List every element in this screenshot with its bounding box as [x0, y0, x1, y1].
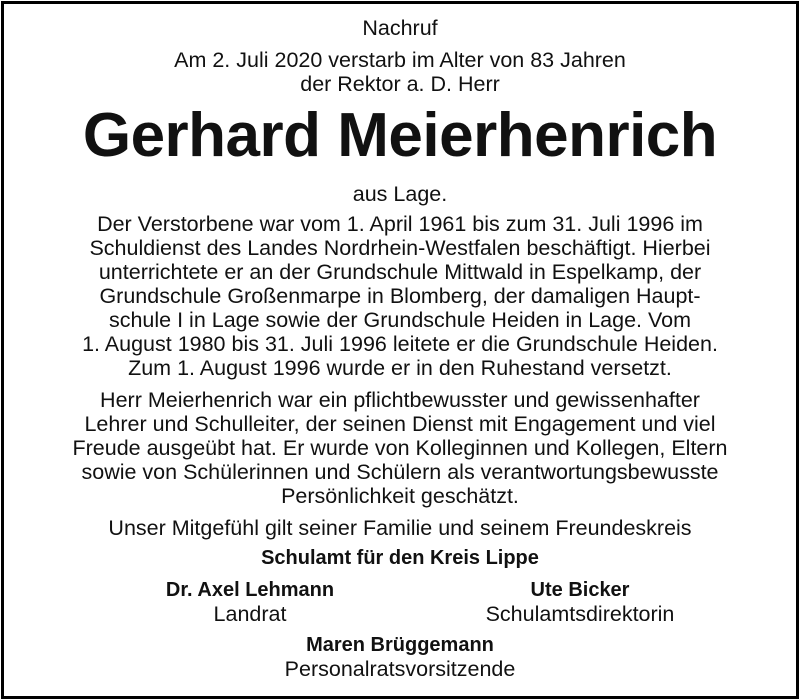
organization-name: Schulamt für den Kreis Lippe	[261, 547, 539, 569]
death-announcement: Am 2. Juli 2020 verstarb im Alter von 83 Jahren	[174, 48, 626, 72]
paragraph-line: unterrichtete er an der Grundschule Mittwald in Espelkamp, der	[98, 260, 702, 284]
deceased-name: Gerhard Meierhenrich	[82, 101, 718, 170]
paragraph-line: schule I in Lage sowie der Grundschule Heiden in Lage. Vom	[108, 308, 692, 332]
paragraph-line: 1. August 1980 bis 31. Juli 1996 leitete er die Grundschule Heiden.	[82, 332, 718, 356]
deceased-title: der Rektor a. D. Herr	[300, 72, 500, 96]
signatory-name: Dr. Axel Lehmann	[165, 579, 335, 601]
signatory-name: Ute Bicker	[530, 579, 630, 601]
condolence-line: Unser Mitgefühl gilt seiner Familie und seinem Freundeskreis	[108, 516, 692, 540]
signatory-role: Landrat	[213, 602, 287, 626]
paragraph-line: Persönlichkeit geschätzt.	[281, 484, 519, 508]
paragraph-line: sowie von Schülerinnen und Schülern als verantwortungsbewusste	[81, 460, 719, 484]
signatory-role: Schulamtsdirektorin	[485, 602, 675, 626]
signatory-center	[0, 633, 800, 681]
signatory-right	[450, 578, 710, 626]
paragraph-line: Herr Meierhenrich war ein pflichtbewusster und gewissenhafter	[100, 388, 700, 412]
paragraph-line: Freude ausgeübt hat. Er wurde von Kolleginnen und Kollegen, Eltern	[72, 436, 728, 460]
paragraph-line: Der Verstorbene war vom 1. April 1961 bis zum 31. Juli 1996 im	[97, 212, 703, 236]
signatory-left	[120, 578, 380, 626]
notice-label: Nachruf	[362, 16, 438, 40]
paragraph-line: Lehrer und Schulleiter, der seinen Dienst mit Engagement und viel	[84, 412, 716, 436]
signatory-name: Maren Brüggemann	[306, 634, 494, 656]
paragraph-line: Zum 1. August 1996 wurde er in den Ruhestand versetzt.	[128, 356, 672, 380]
deceased-origin: aus Lage.	[352, 182, 448, 206]
paragraph-line: Grundschule Großenmarpe in Blomberg, der damaligen Haupt-	[99, 284, 701, 308]
paragraph-line: Schuldienst des Landes Nordrhein-Westfalen beschäftigt. Hierbei	[89, 236, 711, 260]
signatory-role: Personalratsvorsitzende	[284, 657, 516, 681]
